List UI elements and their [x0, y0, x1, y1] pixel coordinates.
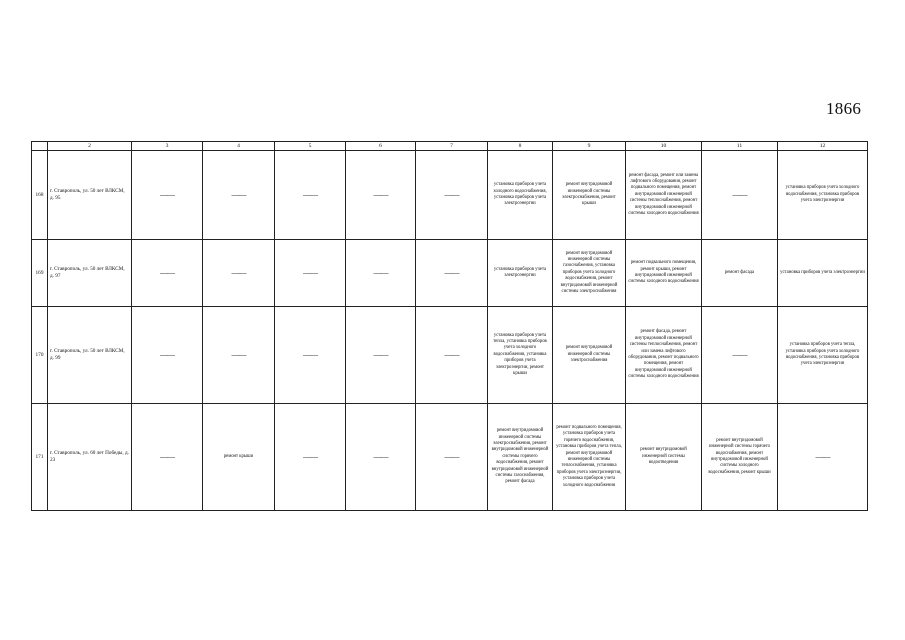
- row-number: 169: [32, 240, 48, 307]
- capital-repair-table: [31, 141, 868, 511]
- cell-col9: ремонт внутридомовой инженерной системы газоснабжения, установка приборов учета холодного водоснабжения, ремонт внутридомовой инженерной системы электроснабжения: [553, 240, 626, 307]
- row-address: г. Ставрополь, ул. 50 лет ВЛКСМ, д. 97: [48, 240, 132, 307]
- cell-col4: ——: [203, 307, 275, 404]
- table-row: [32, 404, 868, 511]
- table-row: [32, 151, 868, 240]
- cell-col10: ремонт фасада, ремонт внутридомовой инженерной системы теплоснабжения, ремонт или замена лифтового оборудования, ремонт подвального помещения, ремонт внутридомовой инженерной системы холодного водоснабжения: [626, 307, 702, 404]
- col-header-5: 5: [275, 142, 346, 151]
- cell-col12: ——: [778, 404, 868, 511]
- col-header-8: 8: [488, 142, 553, 151]
- row-number: 168: [32, 151, 48, 240]
- col-header-11: 11: [702, 142, 778, 151]
- cell-col8: установка приборов учета электроэнергии: [488, 240, 553, 307]
- cell-col3: ——: [132, 404, 203, 511]
- cell-col5: ——: [275, 240, 346, 307]
- cell-col11: ремонт фасада: [702, 240, 778, 307]
- cell-col4: ——: [203, 240, 275, 307]
- cell-col8: ремонт внутридомовой инженерной системы электроснабжения, ремонт внутридомовой инженерной системы горячего водоснабжения, ремонт внутридомовой инженерной системы газоснабжения, ремонт фасада: [488, 404, 553, 511]
- col-header-4: 4: [203, 142, 275, 151]
- cell-col9: ремонт подвального помещения, установка приборов учета горячего водоснабжения, установка приборов учета тепла, ремонт внутридомовой инженерной системы теплоснабжения, установка приборов учета электроэнергии, установка приборов учета холодного водоснабжения: [553, 404, 626, 511]
- col-header-2: 2: [48, 142, 132, 151]
- col-header-10: 10: [626, 142, 702, 151]
- cell-col10: ремонт фасада, ремонт или замена лифтового оборудования, ремонт подвального помещения, ремонт внутридомовой инженерной системы теплоснабжения, ремонт внутридомовой инженерной системы холодного водоснабжения: [626, 151, 702, 240]
- cell-col7: ——: [416, 307, 488, 404]
- col-header-12: 12: [778, 142, 868, 151]
- cell-col12: установка приборов учета электроэнергии: [778, 240, 868, 307]
- cell-col12: установка приборов учета тепла, установка приборов учета холодного водоснабжения, установка приборов учета электроэнергии: [778, 307, 868, 404]
- col-header-6: 6: [346, 142, 416, 151]
- cell-col6: ——: [346, 404, 416, 511]
- cell-col4: ——: [203, 151, 275, 240]
- cell-col11: ——: [702, 307, 778, 404]
- cell-col4: ремонт крыши: [203, 404, 275, 511]
- col-header-3: 3: [132, 142, 203, 151]
- row-address: г. Ставрополь, ул. 50 лет ВЛКСМ, д. 99: [48, 307, 132, 404]
- cell-col7: ——: [416, 151, 488, 240]
- cell-col5: ——: [275, 151, 346, 240]
- col-header-1: [32, 142, 48, 151]
- row-number: 171: [32, 404, 48, 511]
- cell-col9: ремонт внутридомовой инженерной системы электроснабжения: [553, 307, 626, 404]
- cell-col10: ремонт подвального помещения, ремонт крыши, ремонт внутридомовой инженерной системы холодного водоснабжения: [626, 240, 702, 307]
- cell-col8: установка приборов учета тепла, установка приборов учета холодного водоснабжения, установка приборов учета электроэнергии, ремонт крыши: [488, 307, 553, 404]
- cell-col11: ——: [702, 151, 778, 240]
- cell-col3: ——: [132, 307, 203, 404]
- row-address: г. Ставрополь, ул. 60 лет Победы, д. 23: [48, 404, 132, 511]
- cell-col12: установка приборов учета холодного водоснабжения, установка приборов учета электроэнергии: [778, 151, 868, 240]
- cell-col7: ——: [416, 404, 488, 511]
- col-header-9: 9: [553, 142, 626, 151]
- cell-col6: ——: [346, 240, 416, 307]
- table-row: [32, 307, 868, 404]
- cell-col3: ——: [132, 151, 203, 240]
- cell-col5: ——: [275, 404, 346, 511]
- page-number: 1866: [826, 99, 862, 118]
- cell-col9: ремонт внутридомовой инженерной системы электроснабжения, ремонт крыши: [553, 151, 626, 240]
- cell-col11: ремонт внутридомовой инженерной системы горячего водоснабжения, ремонт внутридомовой инженерной системы холодного водоснабжения, ремонт крыши: [702, 404, 778, 511]
- row-address: г. Ставрополь, ул. 50 лет ВЛКСМ, д. 95: [48, 151, 132, 240]
- row-number: 170: [32, 307, 48, 404]
- cell-col8: установка приборов учета холодного водоснабжения, установка приборов учета электроэнергии: [488, 151, 553, 240]
- table-row: [32, 240, 868, 307]
- cell-col3: ——: [132, 240, 203, 307]
- cell-col6: ——: [346, 307, 416, 404]
- col-header-7: 7: [416, 142, 488, 151]
- cell-col6: ——: [346, 151, 416, 240]
- cell-col10: ремонт внутридомовой инженерной системы водоотведения: [626, 404, 702, 511]
- cell-col7: ——: [416, 240, 488, 307]
- column-number-row: [32, 142, 868, 151]
- cell-col5: ——: [275, 307, 346, 404]
